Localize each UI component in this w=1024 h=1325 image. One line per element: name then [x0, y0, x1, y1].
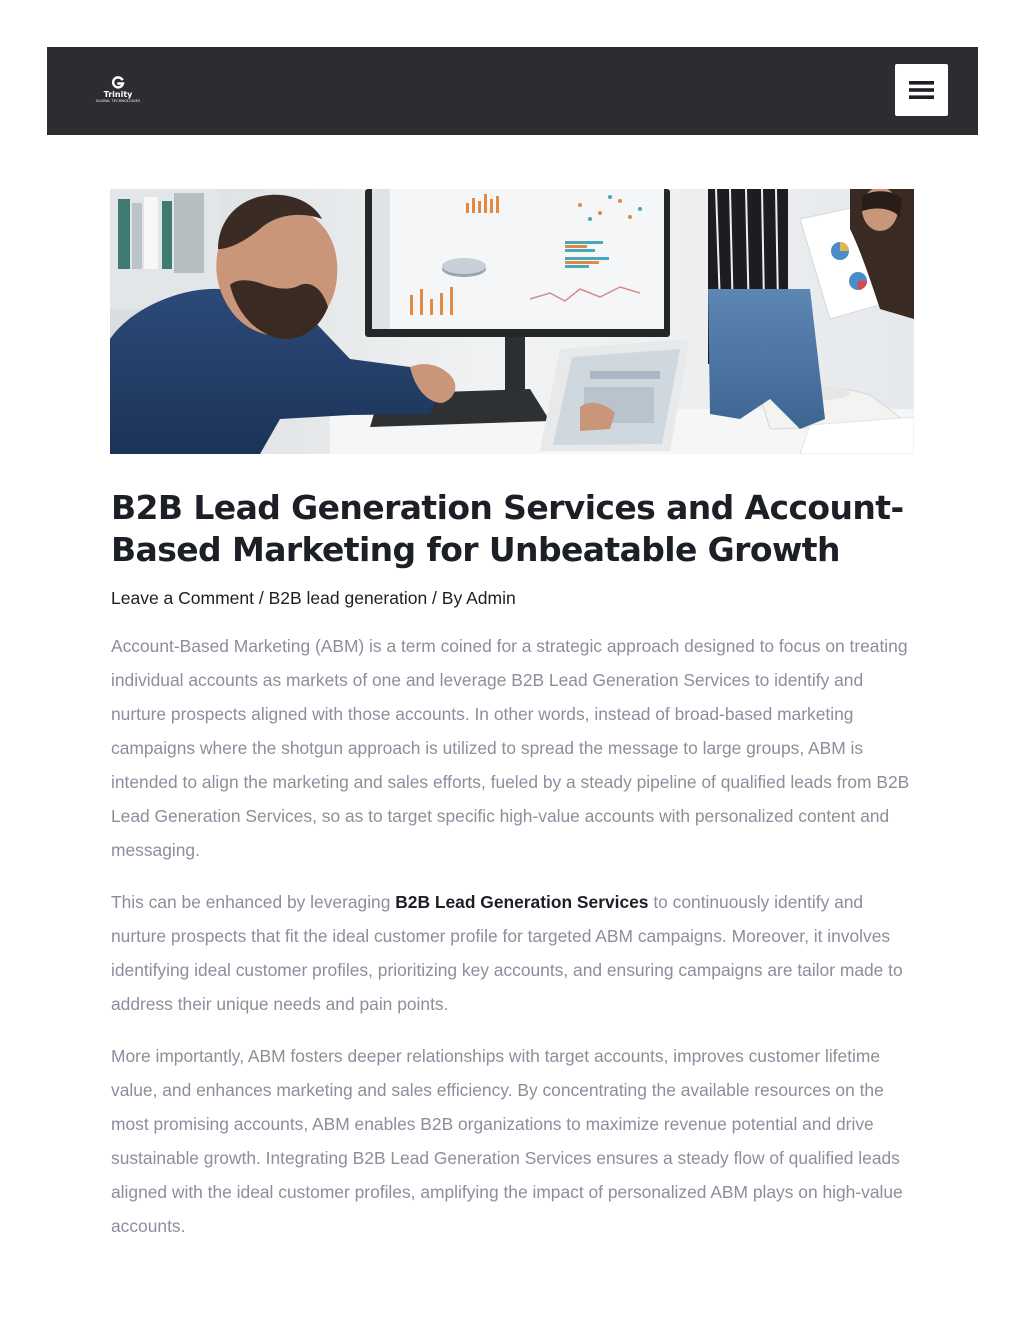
logo-name: Trinity [103, 90, 133, 99]
comment-link[interactable]: Leave a Comment [111, 588, 254, 608]
paragraph-2 [111, 885, 911, 1021]
article-content [111, 629, 911, 1261]
lead-generation-link[interactable]: B2B Lead Generation Services [395, 892, 649, 912]
paragraph-2-after: to continuously identify and nurture prospects that fit the ideal customer profile for targeted ABM campaigns. Moreover, it involves identifying ideal customer profiles, prioritizing key accounts, and ensuring campaigns are tailor made to address their unique needs and pain points. [111, 892, 903, 1014]
site-logo[interactable] [90, 72, 146, 108]
paragraph-2-before: This can be enhanced by leveraging [111, 892, 396, 912]
author-link[interactable]: Admin [466, 588, 516, 608]
featured-image [110, 189, 914, 454]
paragraph-3: More importantly, ABM fosters deeper relationships with target accounts, improves customer lifetime value, and enhances marketing and sales efficiency. By concentrating the available resources on the most promising accounts, ABM enables B2B organizations to maximize revenue potential and drive sustainable growth. Integrating B2B Lead Generation Services ensures a steady flow of qualified leads aligned with the ideal customer profiles, amplifying the impact of personalized ABM plays on high-value accounts. [111, 1046, 903, 1236]
site-header [47, 47, 978, 135]
logo-mark-icon [111, 76, 125, 90]
category-link[interactable]: B2B lead generation [268, 588, 428, 608]
article-meta [111, 586, 516, 610]
logo-subtitle: GLOBAL TECHNOLOGIES [95, 99, 141, 103]
paragraph-1: Account-Based Marketing (ABM) is a term coined for a strategic approach designed to focus on treating individual accounts as markets of one and leverage B2B Lead Generation Services to identify and nurture prospects aligned with those accounts. In other words, instead of broad-based marketing campaigns where the shotgun approach is utilized to spread the message to large groups, ABM is intended to align the marketing and sales efforts, fueled by a steady pipeline of qualified leads from B2B Lead Generation Services, so as to target specific high-value accounts with personalized content and messaging. [111, 636, 910, 860]
article-title: B2B Lead Generation Services and Account-Based Marketing for Unbeatable Growth [111, 488, 904, 569]
hamburger-menu-icon [909, 80, 934, 100]
meta-author-prefix: / By [427, 588, 467, 608]
menu-toggle-button[interactable] [895, 64, 948, 116]
meta-separator: / [254, 588, 269, 608]
